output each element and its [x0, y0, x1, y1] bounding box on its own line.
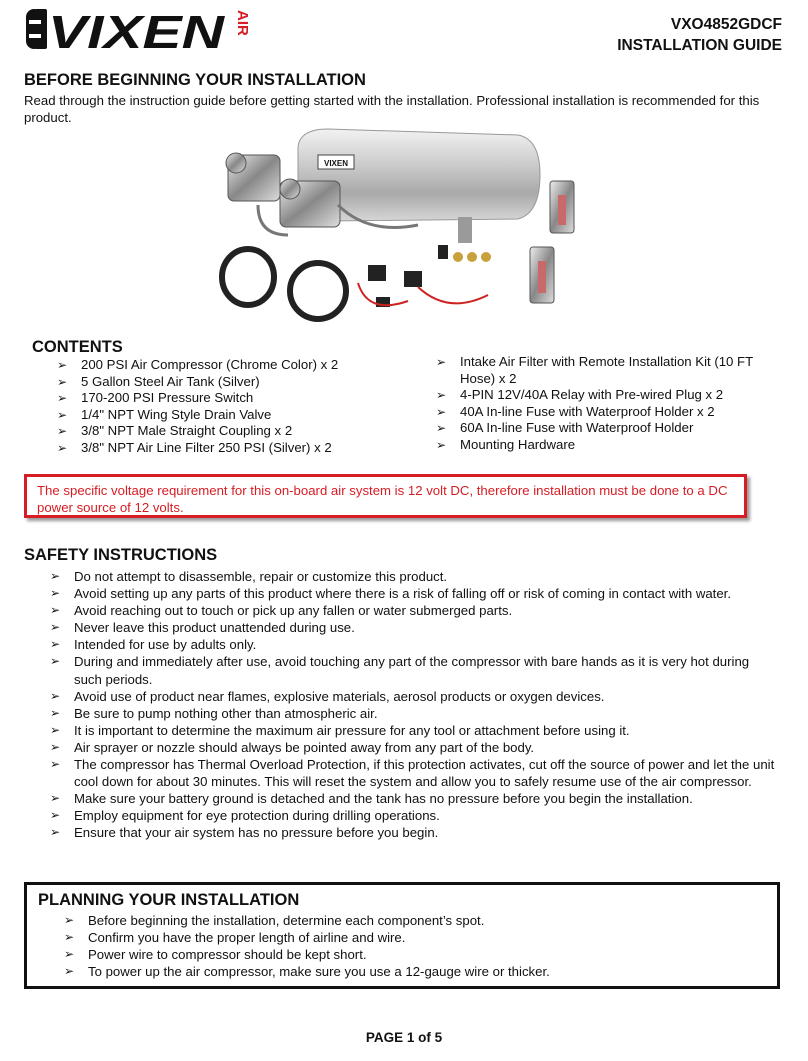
- list-item: ➢ Do not attempt to disassemble, repair or customize this product.: [50, 568, 780, 585]
- list-item: ➢ Ensure that your air system has no pressure before you begin.: [50, 824, 780, 841]
- list-item: ➢ To power up the air compressor, make sure you use a 12-gauge wire or thicker.: [64, 963, 764, 980]
- list-item: ➢ 200 PSI Air Compressor (Chrome Color) x 2: [57, 357, 407, 374]
- list-item: ➢ 3/8" NPT Air Line Filter 250 PSI (Silver) x 2: [57, 440, 407, 457]
- list-item: ➢ Be sure to pump nothing other than atmospheric air.: [50, 705, 780, 722]
- list-item: ➢ Never leave this product unattended during use.: [50, 619, 780, 636]
- list-item: ➢ Air sprayer or nozzle should always be pointed away from any part of the body.: [50, 739, 780, 756]
- contents-list-right: [436, 354, 786, 454]
- list-item: ➢ Intended for use by adults only.: [50, 636, 780, 653]
- list-item: ➢ 4-PIN 12V/40A Relay with Pre-wired Plug x 2: [436, 387, 786, 404]
- list-item: ➢ 5 Gallon Steel Air Tank (Silver): [57, 374, 407, 391]
- list-item: ➢ Avoid use of product near flames, explosive materials, aerosol products or oxygen devices.: [50, 688, 780, 705]
- list-item: ➢ Avoid reaching out to touch or pick up any fallen or water submerged parts.: [50, 602, 780, 619]
- product-kit-image: [218, 125, 594, 329]
- intro-heading: BEFORE BEGINNING YOUR INSTALLATION: [24, 71, 366, 89]
- planning-heading: PLANNING YOUR INSTALLATION: [38, 891, 300, 909]
- vixen-air-logo: [26, 6, 251, 58]
- model-number: VXO4852GDCF: [670, 16, 782, 33]
- list-item: ➢ During and immediately after use, avoid touching any part of the compressor with bare hands as it is very hot during such periods.: [50, 653, 780, 687]
- document-header: [617, 14, 782, 56]
- voltage-warning: [24, 474, 747, 518]
- planning-list: [64, 912, 764, 980]
- page-number: PAGE 1 of 5: [365, 1030, 443, 1045]
- list-item: ➢ Power wire to compressor should be kept short.: [64, 946, 764, 963]
- safety-list: [50, 568, 780, 842]
- safety-heading: SAFETY INSTRUCTIONS: [24, 546, 218, 564]
- list-item: ➢ Make sure your battery ground is detached and the tank has no pressure before you begin the installation.: [50, 790, 780, 807]
- list-item: ➢ 60A In-line Fuse with Waterproof Holder: [436, 420, 786, 437]
- list-item: ➢ Before beginning the installation, determine each component’s spot.: [64, 912, 764, 929]
- svg-text:VIXEN: VIXEN: [48, 6, 225, 58]
- list-item: ➢ Confirm you have the proper length of airline and wire.: [64, 929, 764, 946]
- document-title: INSTALLATION GUIDE: [617, 37, 782, 54]
- list-item: ➢ 170-200 PSI Pressure Switch: [57, 390, 407, 407]
- intro-text: Read through the instruction guide before getting started with the installation. Professional installation is recommended for this product.: [24, 93, 760, 125]
- warning-text: The specific voltage requirement for this on-board air system is 12 volt DC, therefore installation must be done to a DC power source of 12 volts.: [37, 483, 728, 515]
- list-item: ➢ Avoid setting up any parts of this product where there is a risk of falling off or risk of coming in contact with water.: [50, 585, 780, 602]
- list-item: ➢ Mounting Hardware: [436, 437, 786, 454]
- list-item: ➢ 1/4" NPT Wing Style Drain Valve: [57, 407, 407, 424]
- list-item: ➢ The compressor has Thermal Overload Protection, if this protection activates, cut off the source of power and let the unit cool down for about 30 minutes. This will reset the system and allow you to safely resume use of the air compressor.: [50, 756, 780, 790]
- list-item: ➢ It is important to determine the maximum air pressure for any tool or attachment before using it.: [50, 722, 780, 739]
- list-item: ➢ 3/8" NPT Male Straight Coupling x 2: [57, 423, 407, 440]
- list-item: ➢ 40A In-line Fuse with Waterproof Holder x 2: [436, 404, 786, 421]
- svg-text:AIR: AIR: [234, 10, 251, 36]
- contents-heading: CONTENTS: [32, 338, 123, 356]
- planning-box: [24, 882, 780, 989]
- svg-text:VIXEN: VIXEN: [323, 159, 349, 168]
- contents-list-left: [57, 357, 407, 457]
- list-item: ➢ Intake Air Filter with Remote Installation Kit (10 FT Hose) x 2: [436, 354, 786, 387]
- list-item: ➢ Employ equipment for eye protection during drilling operations.: [50, 807, 780, 824]
